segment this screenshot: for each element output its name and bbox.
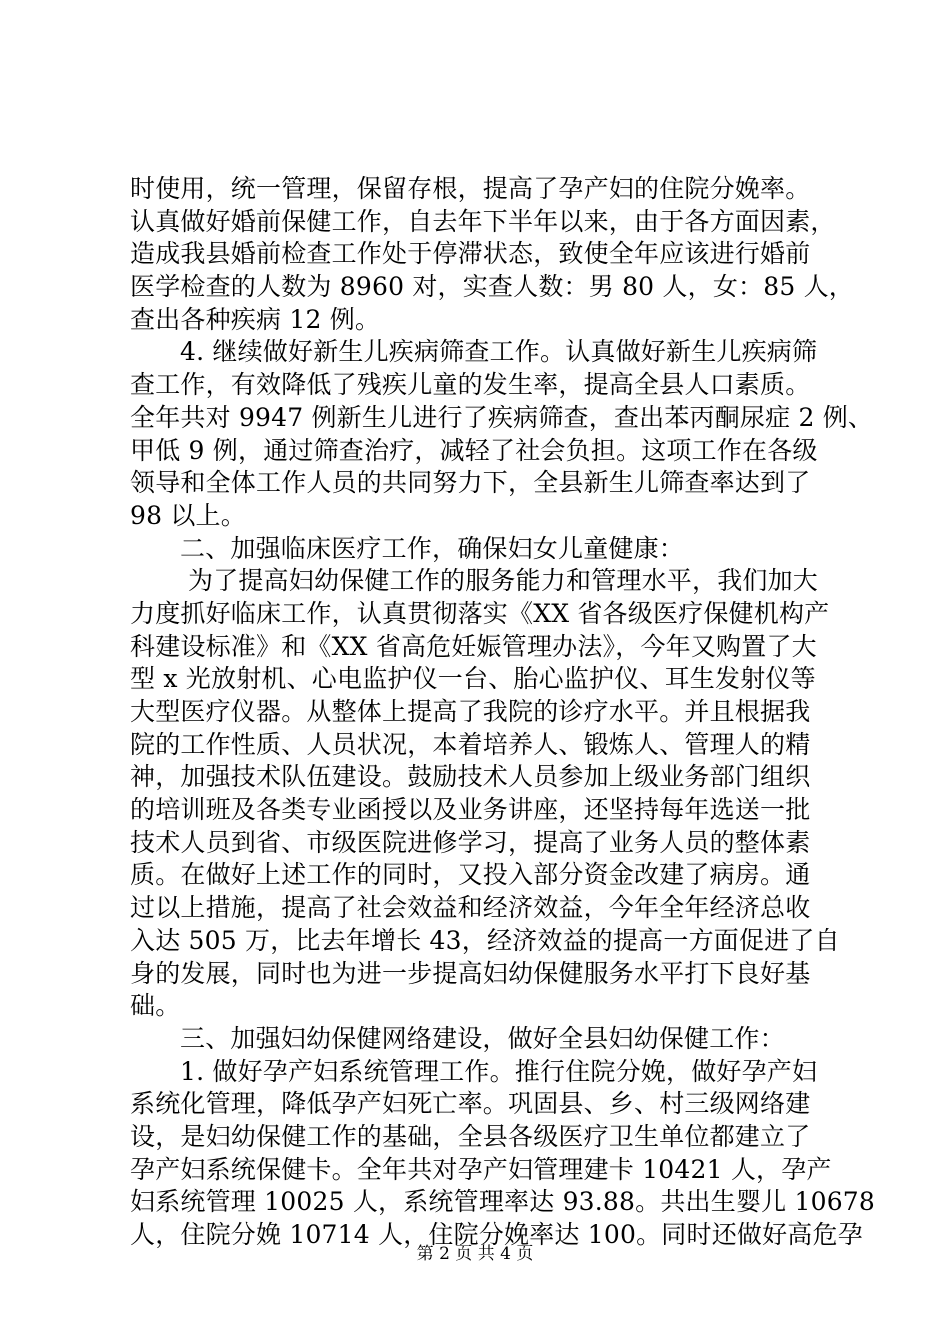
text-line: 础。 [130,991,181,1021]
text-line: 查工作，有效降低了残疾儿童的发生率，提高全县人口素质。 [130,370,811,400]
text-line: 型 x 光放射机、心电监护仪一台、胎心监护仪、耳生发射仪等 [130,664,816,694]
text-line: 过以上措施，提高了社会效益和经济效益，今年全年经济总收 [130,893,811,923]
section-heading-clinical: 二、加强临床医疗工作，确保妇女儿童健康： [180,533,685,563]
text-line: 院的工作性质、人员状况，本着培养人、锻炼人、管理人的精 [130,729,811,759]
paragraph-heading-newborn-screening: 4. 继续做好新生儿疾病筛查工作。认真做好新生儿疾病筛 [180,337,818,367]
text-line: 人，住院分娩 10714 人，住院分娩率达 100。同时还做好高危孕 [130,1220,863,1249]
text-line: 神，加强技术队伍建设。鼓励技术人员参加上级业务部门组织 [130,762,811,792]
text-line: 设，是妇幼保健工作的基础，全县各级医疗卫生单位都建立了 [130,1121,811,1151]
text-line: 孕产妇系统保健卡。全年共对孕产妇管理建卡 10421 人，孕产 [130,1154,832,1184]
text-line: 大型医疗仪器。从整体上提高了我院的诊疗水平。并且根据我 [130,697,811,726]
document-body [130,173,876,1252]
text-line: 领导和全体工作人员的共同努力下，全县新生儿筛查率达到了 [130,468,811,498]
text-line: 技术人员到省、市级医院进修学习，提高了业务人员的整体素 [130,827,811,857]
paragraph-start: 为了提高妇幼保健工作的服务能力和管理水平，我们加大 [188,566,819,596]
section-heading-network: 三、加强妇幼保健网络建设，做好全县妇幼保健工作： [180,1023,785,1053]
text-line: 力度抓好临床工作，认真贯彻落实《XX 省各级医疗保健机构产 [130,598,830,628]
text-line: 的培训班及各类专业函授以及业务讲座，还坚持每年选送一批 [130,795,811,825]
text-line: 医学检查的人数为 8960 对，实查人数：男 80 人，女：85 人， [130,272,854,302]
text-line: 妇系统管理 10025 人，系统管理率达 93.88。共出生婴儿 10678 [130,1187,876,1217]
text-line: 系统化管理，降低孕产妇死亡率。巩固县、乡、村三级网络建 [130,1089,811,1119]
text-line: 时使用，统一管理，保留存根，提高了孕产妇的住院分娩率。 [130,174,811,203]
text-line: 身的发展，同时也为进一步提高妇幼保健服务水平打下良好基 [130,958,811,988]
text-line: 全年共对 9947 例新生儿进行了疾病筛查，查出苯丙酮尿症 2 例、 [130,402,874,432]
text-line: 甲低 9 例，通过筛查治疗，减轻了社会负担。这项工作在各级 [130,435,818,465]
text-line: 98 以上。 [130,500,246,530]
text-line: 造成我县婚前检查工作处于停滞状态，致使全年应该进行婚前 [130,239,811,269]
text-line: 查出各种疾病 12 例。 [130,304,381,334]
text-line: 质。在做好上述工作的同时，又投入部分资金改建了病房。通 [130,860,811,890]
paragraph-heading-maternal-management: 1. 做好孕产妇系统管理工作。推行住院分娩，做好孕产妇 [180,1056,818,1086]
text-line: 入达 505 万，比去年增长 43，经济效益的提高一方面促进了自 [130,925,840,955]
page-footer [0,1242,950,1266]
text-line: 认真做好婚前保健工作，自去年下半年以来，由于各方面因素， [130,206,836,236]
page-number: 第 2 页 共 4 页 [416,1244,534,1264]
text-line: 科建设标准》和《XX 省高危妊娠管理办法》，今年又购置了大 [130,631,817,661]
